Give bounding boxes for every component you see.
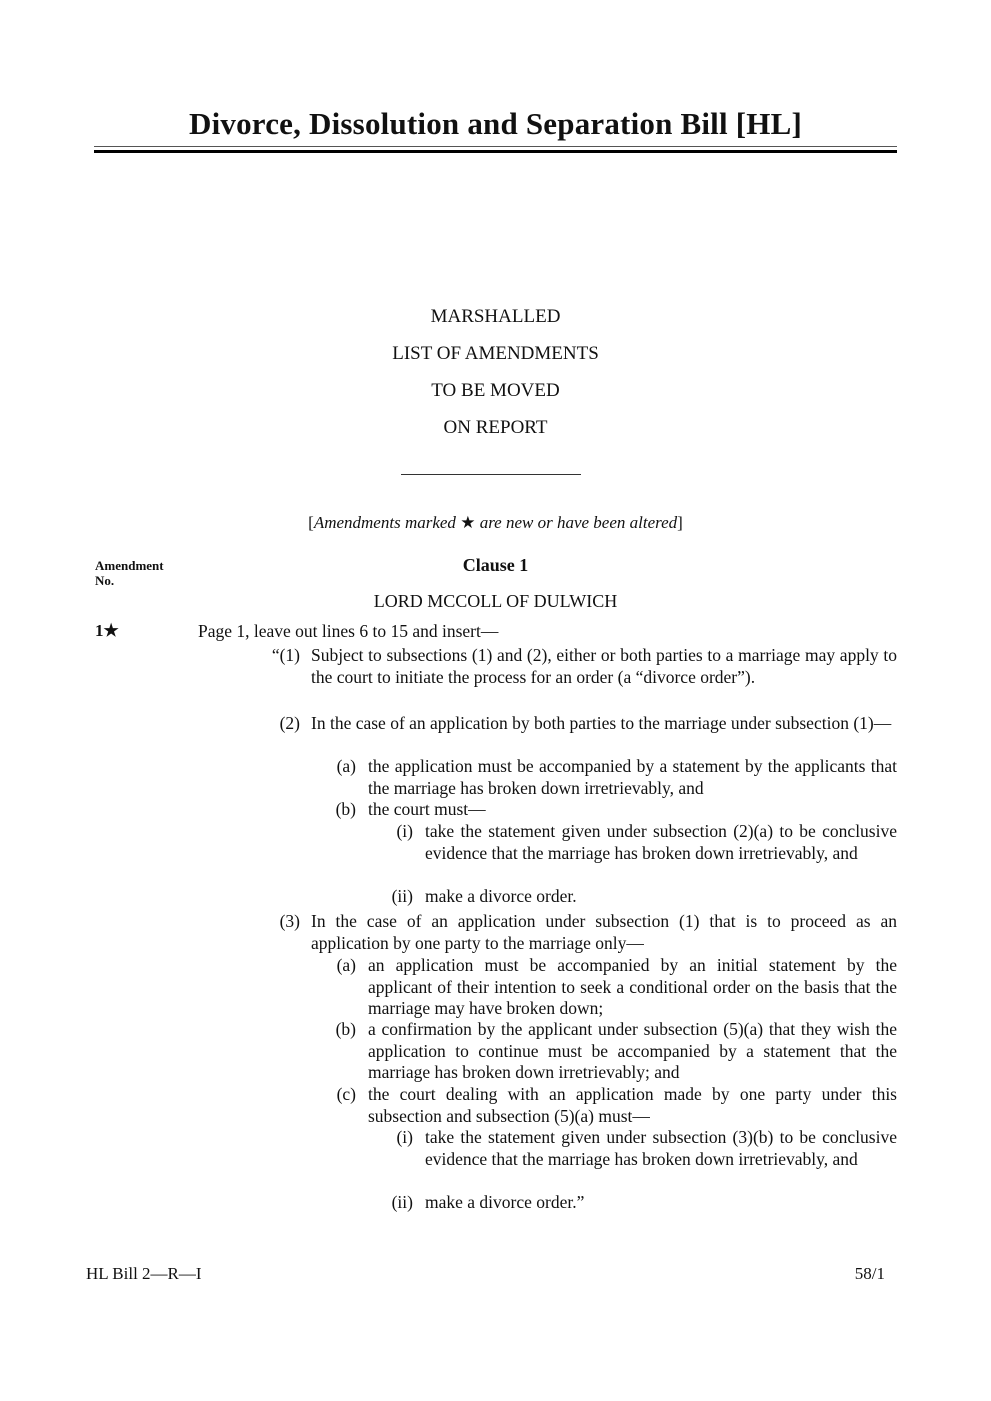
subparagraph-number: (ii)	[391, 886, 413, 906]
note-bracket-open: [	[308, 513, 314, 532]
subsection-text: In the case of an application under subsection (1) that is to proceed as an application by one party to the marriage only—	[311, 911, 897, 953]
heading-to-be-moved: TO BE MOVED	[431, 380, 560, 401]
subsection-text: Subject to subsections (1) and (2), either or both parties to a marriage may apply to the court to initiate the process for an order (a “divorce order”).	[311, 645, 897, 687]
paragraph-text: the court must—	[368, 799, 486, 819]
note-bracket-close: ]	[677, 513, 683, 532]
star-icon: ★	[460, 513, 476, 532]
amendment-label-line2: No.	[95, 573, 115, 588]
paragraph-number: (b)	[335, 799, 356, 819]
paragraph-text: a confirmation by the applicant under subsection (5)(a) that they wish the application to continue must be accompanied by a statement that the marriage has broken down irretrievably; and	[368, 1019, 897, 1083]
amendment-label-line1: Amendment	[95, 558, 164, 573]
subparagraph-text: take the statement given under subsection (2)(a) to be conclusive evidence that the marriage has broken down irretrievably, and	[425, 821, 897, 863]
note-text-b: are new or have been altered	[475, 513, 678, 532]
document-title: Divorce, Dissolution and Separation Bill [HL]	[189, 106, 802, 141]
subsection-text: In the case of an application by both parties to the marriage under subsection (1)—	[311, 713, 892, 733]
amendments-note	[0, 513, 991, 533]
subparagraph-number: (ii)	[391, 1192, 413, 1212]
paragraph-text: the application must be accompanied by a statement by the applicants that the marriage has broken down irretrievably, and	[368, 756, 897, 798]
amendment-mover: LORD MCCOLL OF DULWICH	[373, 591, 618, 611]
paragraph-text: an application must be accompanied by an initial statement by the applicant of their intention to seek a conditional order on the basis that the marriage may have broken down;	[368, 955, 897, 1019]
clause-heading: Clause 1	[462, 555, 529, 575]
heading-on-report: ON REPORT	[443, 417, 548, 438]
amendment-instruction: Page 1, leave out lines 6 to 15 and insert—	[198, 621, 499, 641]
subsection-number: (3)	[279, 911, 300, 931]
subparagraph-text: make a divorce order.”	[425, 1192, 585, 1212]
subsection-number: (2)	[279, 713, 300, 733]
section-divider	[401, 474, 581, 475]
title-rule-thin	[94, 146, 897, 147]
subsection-number: “(1)	[271, 645, 300, 665]
paragraph-number: (a)	[336, 756, 356, 776]
paragraph-number: (b)	[335, 1019, 356, 1039]
paragraph-text: the court dealing with an application made by one party under this subsection and subsection (5)(a) must—	[368, 1084, 897, 1126]
subparagraph-text: take the statement given under subsection (3)(b) to be conclusive evidence that the marriage has broken down irretrievably, and	[425, 1127, 897, 1169]
subparagraph-text: make a divorce order.	[425, 886, 577, 906]
subparagraph-number: (i)	[396, 821, 413, 841]
paragraph-number: (c)	[336, 1084, 356, 1104]
bill-reference: HL Bill 2—R—I	[86, 1264, 202, 1283]
note-text-a: Amendments marked	[313, 513, 461, 532]
paragraph-number: (a)	[336, 955, 356, 975]
subparagraph-number: (i)	[396, 1127, 413, 1147]
heading-marshalled: MARSHALLED	[430, 306, 561, 327]
heading-list-of-amendments: LIST OF AMENDMENTS	[392, 343, 599, 364]
amendment-number: 1★	[95, 621, 119, 640]
title-rule-thick	[94, 150, 897, 153]
print-number: 58/1	[854, 1264, 885, 1283]
